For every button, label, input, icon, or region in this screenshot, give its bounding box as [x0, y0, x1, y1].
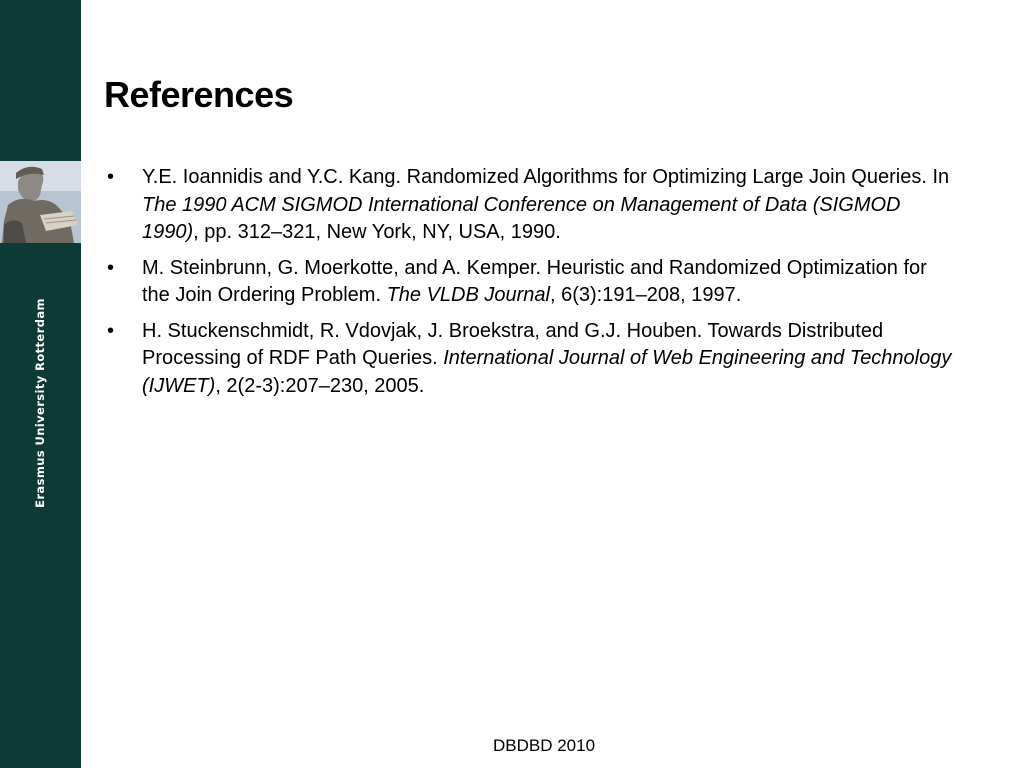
- erasmus-statue-photo-icon: [0, 161, 81, 243]
- reference-text: [142, 318, 952, 401]
- list-item: [104, 164, 964, 247]
- bullet: •: [107, 166, 115, 188]
- reference-tail: , 6(3):191–208, 1997.: [549, 284, 742, 306]
- reference-text: [142, 255, 952, 310]
- bullet: •: [107, 256, 115, 279]
- bullet: •: [107, 319, 115, 342]
- reference-text: [142, 164, 952, 247]
- footer-text: DBDBD 2010: [493, 736, 596, 755]
- page-title: References: [104, 74, 294, 115]
- reference-authors: M. Steinbrunn, G. Moerkotte, and A. Kemper. Heuristic and Randomized Optimization for the Join Ordering Problem.: [142, 256, 927, 306]
- reference-venue: The 1990 ACM SIGMOD International Conference on Management of Data (SIGMOD 1990): [142, 193, 901, 243]
- reference-authors: H. Stuckenschmidt, R. Vdovjak, J. Broekstra, and G.J. Houben. Towards Distributed Processing of RDF Path Queries.: [142, 319, 884, 369]
- list-item: [104, 318, 964, 401]
- sidebar: [0, 0, 81, 768]
- reference-venue: International Journal of Web Engineering and Technology (IJWET): [142, 347, 952, 397]
- reference-authors: Y.E. Ioannidis and Y.C. Kang. Randomized Algorithms for Optimizing Large Join Queries. In: [142, 166, 950, 188]
- reference-tail: , 2(2-3):207–230, 2005.: [215, 374, 425, 397]
- reference-list: [104, 164, 964, 408]
- reference-tail: , pp. 312–321, New York, NY, USA, 1990.: [193, 221, 561, 243]
- list-item: [104, 255, 964, 310]
- university-name: Erasmus University Rotterdam: [33, 298, 47, 508]
- reference-venue: The VLDB Journal: [386, 284, 550, 306]
